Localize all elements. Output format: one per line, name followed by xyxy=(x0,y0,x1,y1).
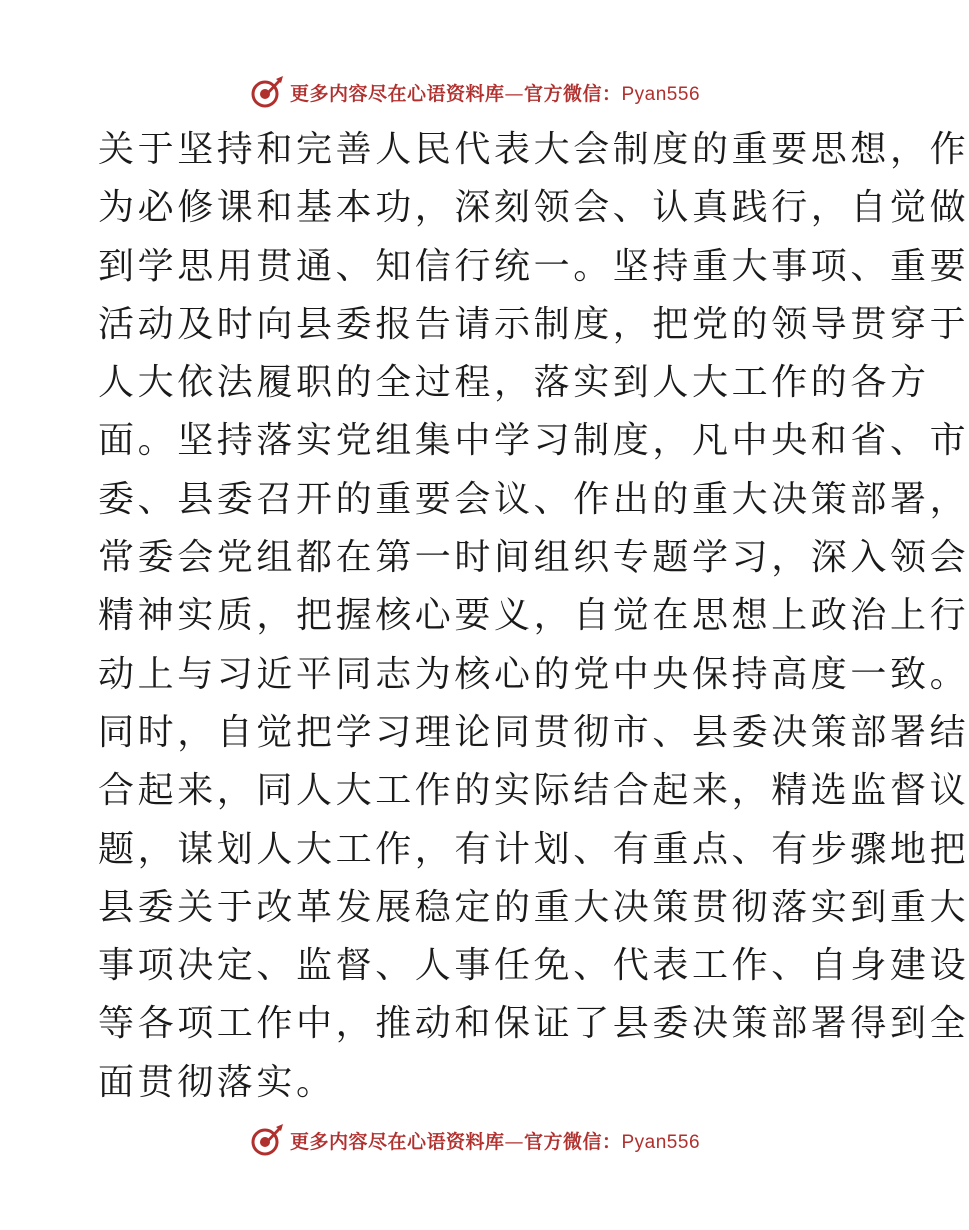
header-watermark xyxy=(0,72,950,112)
text-line: 事项决定、监督、人事任免、代表工作、自身建设 xyxy=(98,945,969,987)
text-line: 同时，自觉把学习理论同贯彻市、县委决策部署结 xyxy=(98,711,969,753)
text-line: 等各项工作中，推动和保证了县委决策部署得到全 xyxy=(98,1003,969,1045)
watermark-text xyxy=(290,1127,700,1154)
text-line: 活动及时向县委报告请示制度，把党的领导贯穿于 xyxy=(98,303,969,345)
watermark-wechat-id: Pyan556 xyxy=(621,83,701,105)
watermark-wechat-label: 官方微信： xyxy=(523,82,622,105)
document-body xyxy=(98,121,969,1112)
watermark-wechat-label: 官方微信： xyxy=(523,1130,622,1153)
watermark-wechat-id: Pyan556 xyxy=(621,1131,701,1153)
watermark-brand: 更多内容尽在心语资料库 xyxy=(289,82,505,105)
text-line: 动上与习近平同志为核心的党中央保持高度一致。 xyxy=(98,653,969,695)
text-line: 县委关于改革发展稳定的重大决策贯彻落实到重大 xyxy=(98,886,969,928)
quill-pen-logo-icon xyxy=(250,75,284,109)
text-line: 面贯彻落实。 xyxy=(98,1061,336,1103)
quill-pen-logo-icon xyxy=(250,1123,284,1157)
watermark-separator: — xyxy=(504,82,524,105)
text-line: 题，谋划人大工作，有计划、有重点、有步骤地把 xyxy=(98,828,969,870)
text-line: 委、县委召开的重要会议、作出的重大决策部署， xyxy=(98,478,969,520)
text-line: 为必修课和基本功，深刻领会、认真践行，自觉做 xyxy=(98,187,969,229)
footer-watermark xyxy=(0,1120,950,1160)
text-line: 关于坚持和完善人民代表大会制度的重要思想，作 xyxy=(98,129,969,170)
text-line: 合起来，同人大工作的实际结合起来，精选监督议 xyxy=(98,770,969,812)
text-line: 到学思用贯通、知信行统一。坚持重大事项、重要 xyxy=(98,245,969,287)
text-line: 精神实质，把握核心要义，自觉在思想上政治上行 xyxy=(98,595,969,637)
text-line: 常委会党组都在第一时间组织专题学习，深入领会 xyxy=(98,537,969,579)
watermark-text xyxy=(290,79,700,106)
text-line: 人大依法履职的全过程，落实到人大工作的各方 xyxy=(98,362,930,404)
text-line: 面。坚持落实党组集中学习制度，凡中央和省、市 xyxy=(98,420,969,462)
watermark-brand: 更多内容尽在心语资料库 xyxy=(289,1130,505,1153)
watermark-separator: — xyxy=(504,1130,524,1153)
